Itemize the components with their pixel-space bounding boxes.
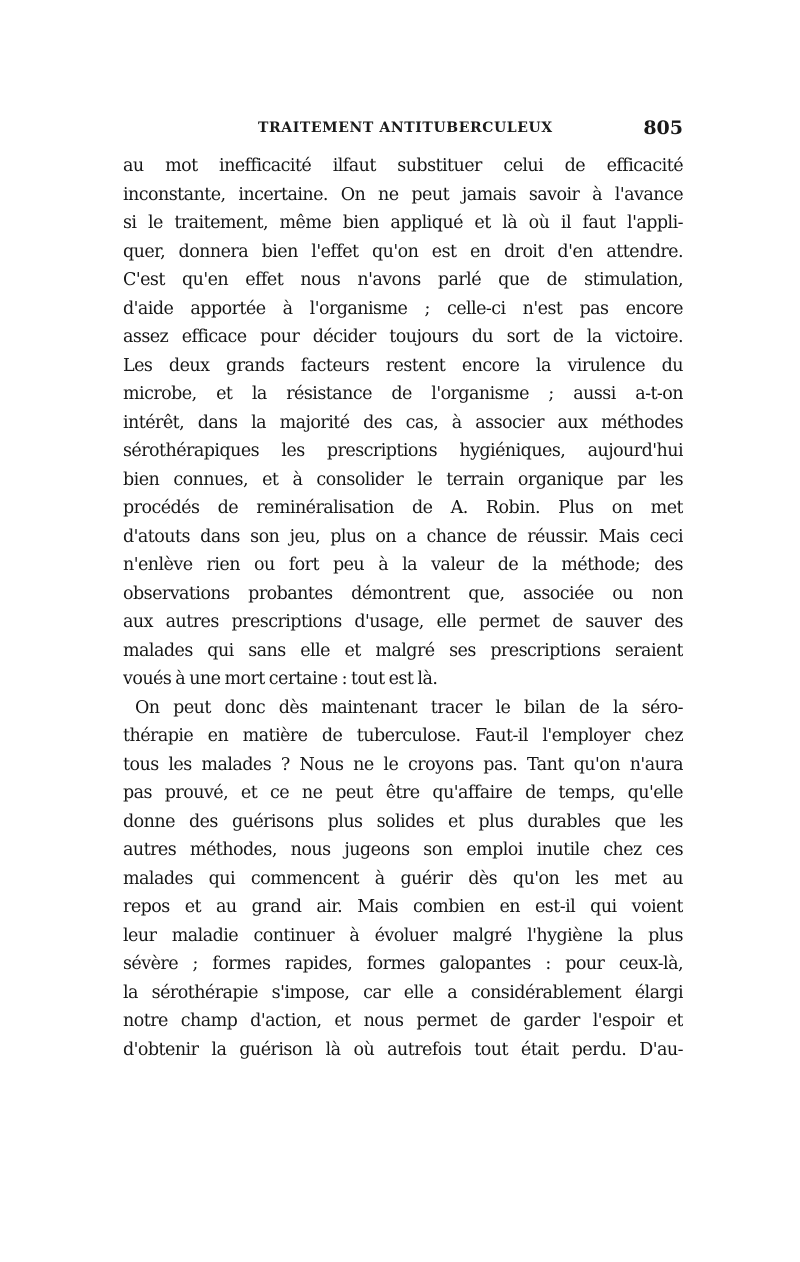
text-line: donne des guérisons plus solides et plus durables que les (123, 811, 683, 832)
text-line: bien connues, et à consolider le terrain organique par les (123, 469, 683, 490)
text-line: d'atouts dans son jeu, plus on a chance de réussir. Mais ceci (123, 526, 683, 547)
text-line: voués à une mort certaine : tout est là. (123, 669, 438, 689)
text-line: intérêt, dans la majorité des cas, à associer aux méthodes (123, 412, 683, 433)
text-line: autres méthodes, nous jugeons son emploi inutile chez ces (123, 840, 683, 860)
text-line: microbe, et la résistance de l'organisme ; aussi a-t-on (123, 384, 683, 404)
body-text (123, 152, 683, 1064)
text-line: la sérothérapie s'impose, car elle a considérablement élargi (123, 982, 683, 1003)
page-header (123, 117, 683, 144)
text-line: malades qui commencent à guérir dès qu'on les met au (123, 868, 683, 889)
text-line: leur maladie continuer à évoluer malgré l'hygiène la plus (123, 925, 683, 946)
text-line: procédés de reminéralisation de A. Robin. Plus on met (123, 498, 683, 518)
text-line: d'obtenir la guérison là où autrefois tout était perdu. D'au- (123, 1039, 683, 1060)
text-line: sérothérapiques les prescriptions hygiéniques, aujourd'hui (123, 441, 683, 461)
text-line: On peut donc dès maintenant tracer le bilan de la séro- (135, 697, 683, 718)
page-number: 805 (643, 117, 683, 139)
text-line: tous les malades ? Nous ne le croyons pas. Tant qu'on n'aura (123, 754, 683, 775)
text-line: pas prouvé, et ce ne peut être qu'affaire de temps, qu'elle (123, 783, 683, 803)
text-line: n'enlève rien ou fort peu à la valeur de la méthode; des (123, 555, 683, 575)
text-line: notre champ d'action, et nous permet de garder l'espoir et (123, 1011, 683, 1031)
text-line: assez efficace pour décider toujours du sort de la victoire. (123, 327, 683, 347)
running-title: TRAITEMENT ANTITUBERCULEUX (258, 120, 553, 136)
text-line: repos et au grand air. Mais combien en est-il qui voient (123, 897, 683, 917)
text-line: inconstante, incertaine. On ne peut jamais savoir à l'avance (123, 184, 683, 205)
text-line: d'aide apportée à l'organisme ; celle-ci n'est pas encore (123, 298, 683, 319)
text-line: au mot inefficacité ilfaut substituer celui de efficacité (123, 156, 683, 176)
text-line: Les deux grands facteurs restent encore la virulence du (123, 355, 683, 376)
text-line: quer, donnera bien l'effet qu'on est en droit d'en attendre. (123, 241, 683, 262)
text-line: aux autres prescriptions d'usage, elle permet de sauver des (123, 612, 683, 632)
text-line: C'est qu'en effet nous n'avons parlé que de stimulation, (123, 270, 683, 290)
text-line: si le traitement, même bien appliqué et là où il faut l'appli- (123, 213, 683, 233)
text-line: observations probantes démontrent que, associée ou non (123, 583, 683, 604)
text-line: sévère ; formes rapides, formes galopantes : pour ceux-là, (123, 954, 683, 974)
text-line: thérapie en matière de tuberculose. Faut-il l'employer chez (123, 726, 683, 746)
text-line: malades qui sans elle et malgré ses prescriptions seraient (123, 640, 683, 661)
